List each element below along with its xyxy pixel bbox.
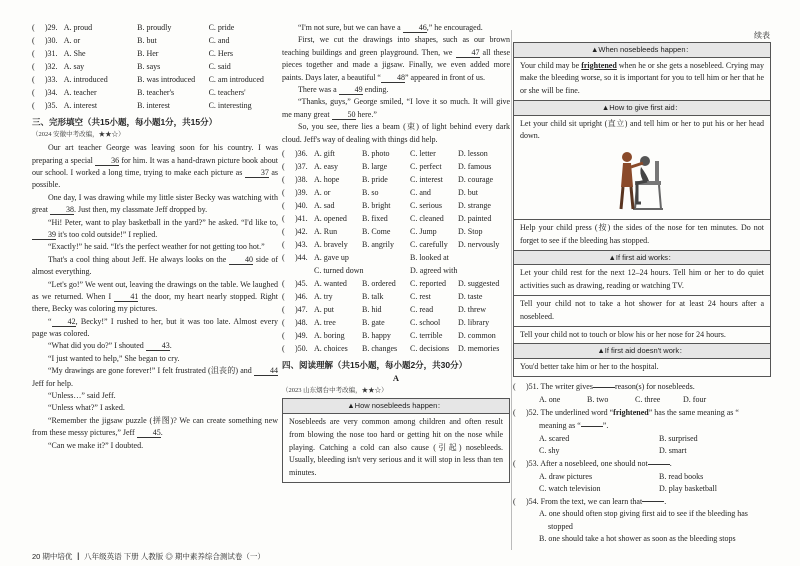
q51-options bbox=[513, 394, 771, 407]
blank-number[interactable]: 36 bbox=[95, 156, 119, 166]
mc-block-29-35 bbox=[32, 22, 278, 113]
option[interactable]: C. turned down bbox=[314, 266, 364, 276]
option[interactable]: C. interesting bbox=[208, 101, 252, 111]
option[interactable]: C. interest bbox=[410, 175, 443, 185]
section-title-cloze: 三、完形填空（共15小题，每小题1分，共15分） bbox=[32, 117, 218, 127]
option[interactable]: D. but bbox=[458, 188, 478, 198]
column-divider bbox=[511, 30, 512, 550]
option[interactable]: A. bravely bbox=[314, 240, 348, 250]
nosebleed-first-aid-illustration bbox=[607, 147, 677, 217]
option[interactable]: D. strange bbox=[458, 201, 491, 211]
question-number: )45. bbox=[295, 279, 308, 289]
option[interactable]: B. changes bbox=[362, 344, 398, 354]
option[interactable]: D. nervously bbox=[458, 240, 500, 250]
mc-row bbox=[282, 317, 510, 330]
mc-row bbox=[282, 252, 510, 265]
answer-paren: ( bbox=[282, 279, 285, 289]
option[interactable]: A. put bbox=[314, 305, 334, 315]
box-title: ▲How nosebleeds happen： bbox=[283, 399, 509, 414]
option[interactable]: C. shy bbox=[539, 446, 560, 456]
passage-paragraph: “Hi! Peter, want to play basketball in the yard?” he asked. “I'd like to, 39 it's too cold outside!” I replied. bbox=[32, 217, 278, 242]
option[interactable]: B. hid bbox=[362, 305, 382, 315]
option[interactable]: C. decisions bbox=[410, 344, 450, 354]
question-number: )37. bbox=[295, 162, 308, 172]
passage-paragraph: “ 42, Becky!” I rushed to her, but it was too late. Almost every page was colored. bbox=[32, 316, 278, 339]
mc-row bbox=[282, 174, 510, 187]
blank-number[interactable]: 47 bbox=[456, 48, 480, 58]
box-text-4: You'd better take him or her to the hospital. bbox=[520, 362, 659, 372]
option[interactable]: B. Come bbox=[362, 227, 391, 237]
option[interactable]: C. cleaned bbox=[410, 214, 444, 224]
box-text-2b: Help your child press (按) the sides of the nose for ten minutes. Do not forget to see if the bleeding has stopped. bbox=[514, 219, 770, 250]
question-51: ( )51. The writer gives reason(s) for nosebleeds. A. one B. two C. three D. four bbox=[513, 381, 771, 407]
box-text-3c: Tell your child not to touch or blow his or her nose for 24 hours. bbox=[514, 326, 770, 344]
option[interactable]: A. She bbox=[63, 49, 86, 59]
box-title-2: ▲How to give first aid： bbox=[514, 100, 770, 116]
answer-paren: ( bbox=[32, 75, 35, 85]
q54-option-a[interactable]: A. one should often stop giving first aid to see if the bleeding has stopped bbox=[539, 509, 748, 531]
answer-paren: ( bbox=[32, 88, 35, 98]
passage-paragraph: That's a cool thing about Jeff. He always looks on the 40 side of almost everything. bbox=[32, 254, 278, 277]
box-title-4: ▲If first aid doesn't work： bbox=[514, 343, 770, 359]
option[interactable]: B. surprised bbox=[659, 433, 698, 443]
question-number: )47. bbox=[295, 305, 308, 315]
option[interactable]: B. so bbox=[362, 188, 379, 198]
answer-paren: ( bbox=[282, 318, 285, 328]
option[interactable]: B. photo bbox=[362, 149, 390, 159]
question-number: )32. bbox=[44, 62, 58, 72]
passage-paragraph: “Exactly!” he said. “It's the perfect weather for not getting too hot.” bbox=[48, 242, 265, 252]
option[interactable]: C. rest bbox=[410, 292, 431, 302]
option[interactable]: B. but bbox=[137, 36, 157, 46]
box-title-3: ▲If first aid works： bbox=[514, 250, 770, 266]
mc-row bbox=[282, 304, 510, 317]
mc-row bbox=[282, 161, 510, 174]
passage-paragraph: “Can we make it?” I doubted. bbox=[48, 440, 144, 450]
option[interactable]: C. said bbox=[208, 62, 231, 72]
cloze-passage bbox=[32, 142, 278, 452]
question-number: )42. bbox=[295, 227, 308, 237]
mc-row bbox=[282, 278, 510, 291]
continued-label: 续表 bbox=[754, 31, 770, 40]
mc-row bbox=[282, 265, 510, 278]
passage-paragraph: “Unless what?” I asked. bbox=[48, 403, 125, 413]
option[interactable]: A. boring bbox=[314, 331, 345, 341]
option[interactable]: D. library bbox=[458, 318, 490, 328]
option[interactable]: A. wanted bbox=[314, 279, 347, 289]
mc-row bbox=[282, 291, 510, 304]
option[interactable]: D. painted bbox=[458, 214, 492, 224]
option[interactable]: C. reported bbox=[410, 279, 446, 289]
answer-paren: ( bbox=[32, 101, 35, 111]
option[interactable]: A. sad bbox=[314, 201, 335, 211]
option[interactable]: C. read bbox=[410, 305, 434, 315]
option[interactable]: C. Hers bbox=[208, 49, 234, 59]
question-number: )31. bbox=[44, 49, 58, 59]
column-3 bbox=[513, 42, 771, 546]
column-2 bbox=[282, 22, 510, 483]
question-number: )40. bbox=[295, 201, 308, 211]
passage-paragraph: “Thanks, guys,” George smiled, “I love it so much. It will give me many great 50 here.” bbox=[282, 97, 510, 119]
option[interactable]: B. happy bbox=[362, 331, 391, 341]
answer-paren: ( bbox=[282, 344, 285, 354]
blank-number[interactable]: 42 bbox=[52, 317, 76, 327]
option[interactable]: C. perfect bbox=[410, 162, 442, 172]
info-table-continued bbox=[513, 42, 771, 377]
option[interactable]: A. proud bbox=[63, 23, 93, 33]
answer-paren: ( bbox=[282, 331, 285, 341]
option[interactable]: A. one bbox=[539, 395, 561, 405]
option[interactable]: A. gift bbox=[314, 149, 335, 159]
passage-paragraph: “I'm not sure, but we can have a 46,” he encouraged. bbox=[298, 23, 483, 32]
option[interactable]: C. watch television bbox=[539, 484, 601, 494]
answer-paren: ( bbox=[282, 188, 285, 198]
passage-paragraph: Our art teacher George was leaving soon for his country. I was preparing a special 36 for him. It was a hand-drawn picture book about our school. I worked a long time, trying to make each picture as 37 as possible. bbox=[32, 143, 279, 190]
answer-blank[interactable] bbox=[581, 426, 603, 427]
question-number: )49. bbox=[295, 331, 308, 341]
answer-paren: ( bbox=[282, 253, 285, 263]
answer-blank[interactable] bbox=[648, 464, 670, 465]
passage-paragraph: “My drawings are gone forever!” I felt frustrated (沮丧的) and 44 Jeff for help. bbox=[32, 366, 278, 388]
option[interactable]: B. ordered bbox=[362, 279, 396, 289]
option[interactable]: D. lesson bbox=[458, 149, 488, 159]
section-title-reading: 四、阅读理解（共15小题，每小题2分，共30分） bbox=[282, 359, 468, 370]
mc-row bbox=[32, 74, 278, 87]
option[interactable]: C. letter bbox=[410, 149, 436, 159]
mc-row bbox=[32, 22, 278, 35]
blank-number[interactable]: 43 bbox=[146, 341, 170, 351]
option[interactable]: C. school bbox=[410, 318, 441, 328]
option[interactable]: D. courage bbox=[458, 175, 494, 185]
question-number: )44. bbox=[295, 253, 308, 263]
option[interactable]: A. introduced bbox=[63, 75, 108, 85]
blank-number[interactable]: 50 bbox=[332, 110, 356, 120]
option[interactable]: A. draw pictures bbox=[539, 471, 593, 481]
question-52: ( )52. The underlined word “ frightened ” has the same meaning as “ meaning as “ ”. A. scared B. surprised C. shy D. smart bbox=[513, 407, 771, 458]
option[interactable]: B. looked at bbox=[410, 253, 449, 263]
question-number: )41. bbox=[295, 214, 308, 224]
box-text: Nosebleeds are very common among children and often result from blowing the nose too hard or getting hit on the nose while playing. Catching a cold can also cause (引起) nosebleeds. Usually, bleeding isn't very serious and it will stop in less than ten minutes. bbox=[289, 416, 503, 478]
option[interactable]: D. famous bbox=[458, 162, 492, 172]
box-text-2: Let your child sit upright (直立) and tell him or her to put his or her head down. bbox=[520, 118, 764, 141]
q52-options bbox=[513, 433, 771, 458]
column-1 bbox=[32, 22, 278, 452]
option[interactable]: A. interest bbox=[63, 101, 98, 111]
page-footer: 20 期中培优 ┃ 八年级英语 下册 人教版 ◎ 期中素养综合测试卷（一） bbox=[32, 552, 265, 561]
underlined-word: frightened bbox=[581, 60, 617, 70]
answer-paren: ( bbox=[32, 49, 35, 59]
q54-option-b[interactable]: B. one should take a hot shower as soon as the bleeding stops bbox=[539, 534, 736, 544]
question-number: )30. bbox=[44, 36, 58, 46]
option[interactable]: D. four bbox=[683, 395, 707, 405]
option[interactable]: C. terrible bbox=[410, 331, 443, 341]
answer-paren: ( bbox=[282, 149, 285, 159]
option[interactable]: A. or bbox=[314, 188, 331, 198]
blank-number[interactable]: 46 bbox=[403, 23, 427, 33]
answer-paren: ( bbox=[282, 305, 285, 315]
question-number: )39. bbox=[295, 188, 308, 198]
option[interactable]: B. teacher's bbox=[137, 88, 175, 98]
option[interactable]: C. and bbox=[208, 36, 230, 46]
option[interactable]: D. play basketball bbox=[659, 484, 717, 494]
mc-row bbox=[282, 239, 510, 252]
option[interactable]: B. talk bbox=[362, 292, 384, 302]
option[interactable]: B. angrily bbox=[362, 240, 394, 250]
passage-paragraph: “Unless…” said Jeff. bbox=[48, 391, 116, 401]
option[interactable]: B. was introduced bbox=[137, 75, 196, 85]
blank-number[interactable]: 38 bbox=[50, 205, 74, 215]
mc-row bbox=[282, 200, 510, 213]
option[interactable]: B. two bbox=[587, 395, 609, 405]
q53-options bbox=[513, 471, 771, 496]
passage-letter: A bbox=[392, 373, 400, 384]
option[interactable]: C. and bbox=[410, 188, 431, 198]
option[interactable]: C. teachers' bbox=[208, 88, 246, 98]
mc-row bbox=[282, 343, 510, 356]
option[interactable]: D. common bbox=[458, 331, 496, 341]
mc-block-36-50 bbox=[282, 148, 510, 356]
answer-paren: ( bbox=[32, 36, 35, 46]
mc-row bbox=[282, 330, 510, 343]
option[interactable]: B. pride bbox=[362, 175, 388, 185]
option[interactable]: B. interest bbox=[137, 101, 171, 111]
option[interactable]: D. threw bbox=[458, 305, 486, 315]
option[interactable]: D. taste bbox=[458, 292, 483, 302]
mc-row bbox=[32, 87, 278, 100]
question-number: )36. bbox=[295, 149, 308, 159]
answer-paren: ( bbox=[32, 62, 35, 72]
mc-row bbox=[282, 213, 510, 226]
option[interactable]: A. opened bbox=[314, 214, 347, 224]
blank-number[interactable]: 45 bbox=[137, 428, 161, 438]
option[interactable]: B. says bbox=[137, 62, 161, 72]
option[interactable]: D. agreed with bbox=[410, 266, 458, 276]
option[interactable]: B. gate bbox=[362, 318, 385, 328]
option[interactable]: A. teacher bbox=[63, 88, 97, 98]
option[interactable]: A. tree bbox=[314, 318, 336, 328]
option[interactable]: A. easy bbox=[314, 162, 338, 172]
option[interactable]: D. smart bbox=[659, 446, 687, 456]
answer-paren: ( bbox=[282, 201, 285, 211]
option[interactable]: A. try bbox=[314, 292, 333, 302]
blank-number[interactable]: 44 bbox=[254, 366, 278, 376]
passage-paragraph: “Remember the jigsaw puzzle (拼图)? We can create something new from these messy pictures,” Jeff 45. bbox=[32, 415, 278, 438]
source-note: （2024 安徽中考改编，★★☆） bbox=[32, 131, 125, 139]
question-number: )48. bbox=[295, 318, 308, 328]
option[interactable]: A. choices bbox=[314, 344, 348, 354]
option[interactable]: A. hope bbox=[314, 175, 340, 185]
box-text-3: Let your child rest for the next 12–24 hours. Tell him or her to do quiet activities such as drawing, reading or watching TV. bbox=[520, 268, 764, 291]
question-number: )35. bbox=[44, 101, 58, 111]
option[interactable]: A. scared bbox=[539, 433, 570, 443]
source-note-reading: （2023 山东烟台中考改编，★★☆） bbox=[282, 387, 388, 395]
question-number: )33. bbox=[44, 75, 58, 85]
passage-paragraph: There was a 49 ending. bbox=[298, 84, 389, 94]
mc-row bbox=[32, 100, 278, 113]
passage-paragraph: “I just wanted to help,” She began to cry. bbox=[48, 353, 180, 363]
answer-paren: ( bbox=[32, 23, 35, 33]
passage-paragraph: So, you see, there lies a beam (束) of light behind every dark cloud. Jeff's way of dealing with things did help. bbox=[282, 122, 510, 144]
option[interactable]: C. pride bbox=[208, 23, 235, 33]
box-title-1: ▲When nosebleeds happen： bbox=[514, 43, 770, 58]
info-table-part1 bbox=[282, 398, 510, 483]
option[interactable]: B. read books bbox=[659, 471, 704, 481]
question-number: )43. bbox=[295, 240, 308, 250]
answer-blank[interactable] bbox=[593, 387, 615, 388]
question-number: )38. bbox=[295, 175, 308, 185]
answer-paren: ( bbox=[282, 214, 285, 224]
mc-row bbox=[32, 48, 278, 61]
option[interactable]: B. Her bbox=[137, 49, 159, 59]
answer-paren: ( bbox=[282, 175, 285, 185]
mc-row bbox=[32, 35, 278, 48]
option[interactable]: B. proudly bbox=[137, 23, 172, 33]
box-text-1: Your child may be frightened when he or she gets a nosebleed. Crying may make the bleeding worse, so it is important for you to tell him or her that he or she will be fine. bbox=[520, 60, 764, 96]
cloze-passage-continued bbox=[282, 22, 510, 146]
passage-paragraph: “What did you do?” I shouted 43. bbox=[48, 341, 172, 351]
question-number: )34. bbox=[44, 88, 58, 98]
box-text-3b: Tell your child not to take a hot shower for at least 24 hours after a nosebleed. bbox=[514, 295, 770, 326]
question-54: ( )54. From the text, we can learn that . A. one should often stop giving first aid to see if the bleeding has stopped B. one should take a hot shower as soon as the bleeding stops bbox=[513, 495, 771, 545]
option[interactable]: C. am introduced bbox=[208, 75, 264, 85]
option[interactable]: A. Run bbox=[314, 227, 338, 237]
answer-paren: ( bbox=[282, 162, 285, 172]
option[interactable]: D. Stop bbox=[458, 227, 483, 237]
option[interactable]: D. suggested bbox=[458, 279, 500, 289]
blank-number[interactable]: 49 bbox=[339, 85, 363, 95]
answer-paren: ( bbox=[282, 240, 285, 250]
mc-row bbox=[282, 226, 510, 239]
blank-number[interactable]: 40 bbox=[229, 255, 253, 265]
blank-number[interactable]: 37 bbox=[245, 168, 269, 178]
question-53: ( )53. After a nosebleed, one should not . A. draw pictures B. read books C. watch television D. play basketball bbox=[513, 458, 771, 496]
passage-paragraph: “Let's go!” We went out, leaving the drawings on the table. We laughed as we returned. When I 41 the door, my heart nearly stopped. Right there, Becky was coloring my pictures. bbox=[32, 279, 279, 314]
option[interactable]: A. gave up bbox=[314, 253, 349, 263]
mc-row bbox=[32, 61, 278, 74]
answer-paren: ( bbox=[282, 227, 285, 237]
answer-blank[interactable] bbox=[642, 501, 664, 502]
option[interactable]: C. serious bbox=[410, 201, 442, 211]
question-number: )50. bbox=[295, 344, 308, 354]
option[interactable]: C. three bbox=[635, 395, 661, 405]
option[interactable]: D. memories bbox=[458, 344, 500, 354]
passage-paragraph: One day, I was drawing while my little sister Becky was watching with great 38. Just then, my classmate Jeff dropped by. bbox=[32, 192, 278, 215]
answer-paren: ( bbox=[282, 292, 285, 302]
option[interactable]: B. large bbox=[362, 162, 388, 172]
option[interactable]: A. or bbox=[63, 36, 81, 46]
option[interactable]: C. Jump bbox=[410, 227, 437, 237]
blank-number[interactable]: 39 bbox=[32, 230, 56, 240]
option[interactable]: B. bright bbox=[362, 201, 391, 211]
blank-number[interactable]: 48 bbox=[381, 73, 405, 83]
mc-row bbox=[282, 148, 510, 161]
question-number: )29. bbox=[44, 23, 58, 33]
option[interactable]: C. carefully bbox=[410, 240, 448, 250]
question-number: )46. bbox=[295, 292, 308, 302]
passage-paragraph: First, we cut the drawings into shapes, such as our brown teaching buildings and green playground. Then, we 47 all these pieces together and made a jigsaw. Finally, we even added more paints. Days later, a beautiful “ 48” appeared in front of us. bbox=[282, 35, 510, 82]
blank-number[interactable]: 41 bbox=[114, 292, 138, 302]
mc-row bbox=[282, 187, 510, 200]
option[interactable]: A. say bbox=[63, 62, 85, 72]
option[interactable]: B. fixed bbox=[362, 214, 388, 224]
